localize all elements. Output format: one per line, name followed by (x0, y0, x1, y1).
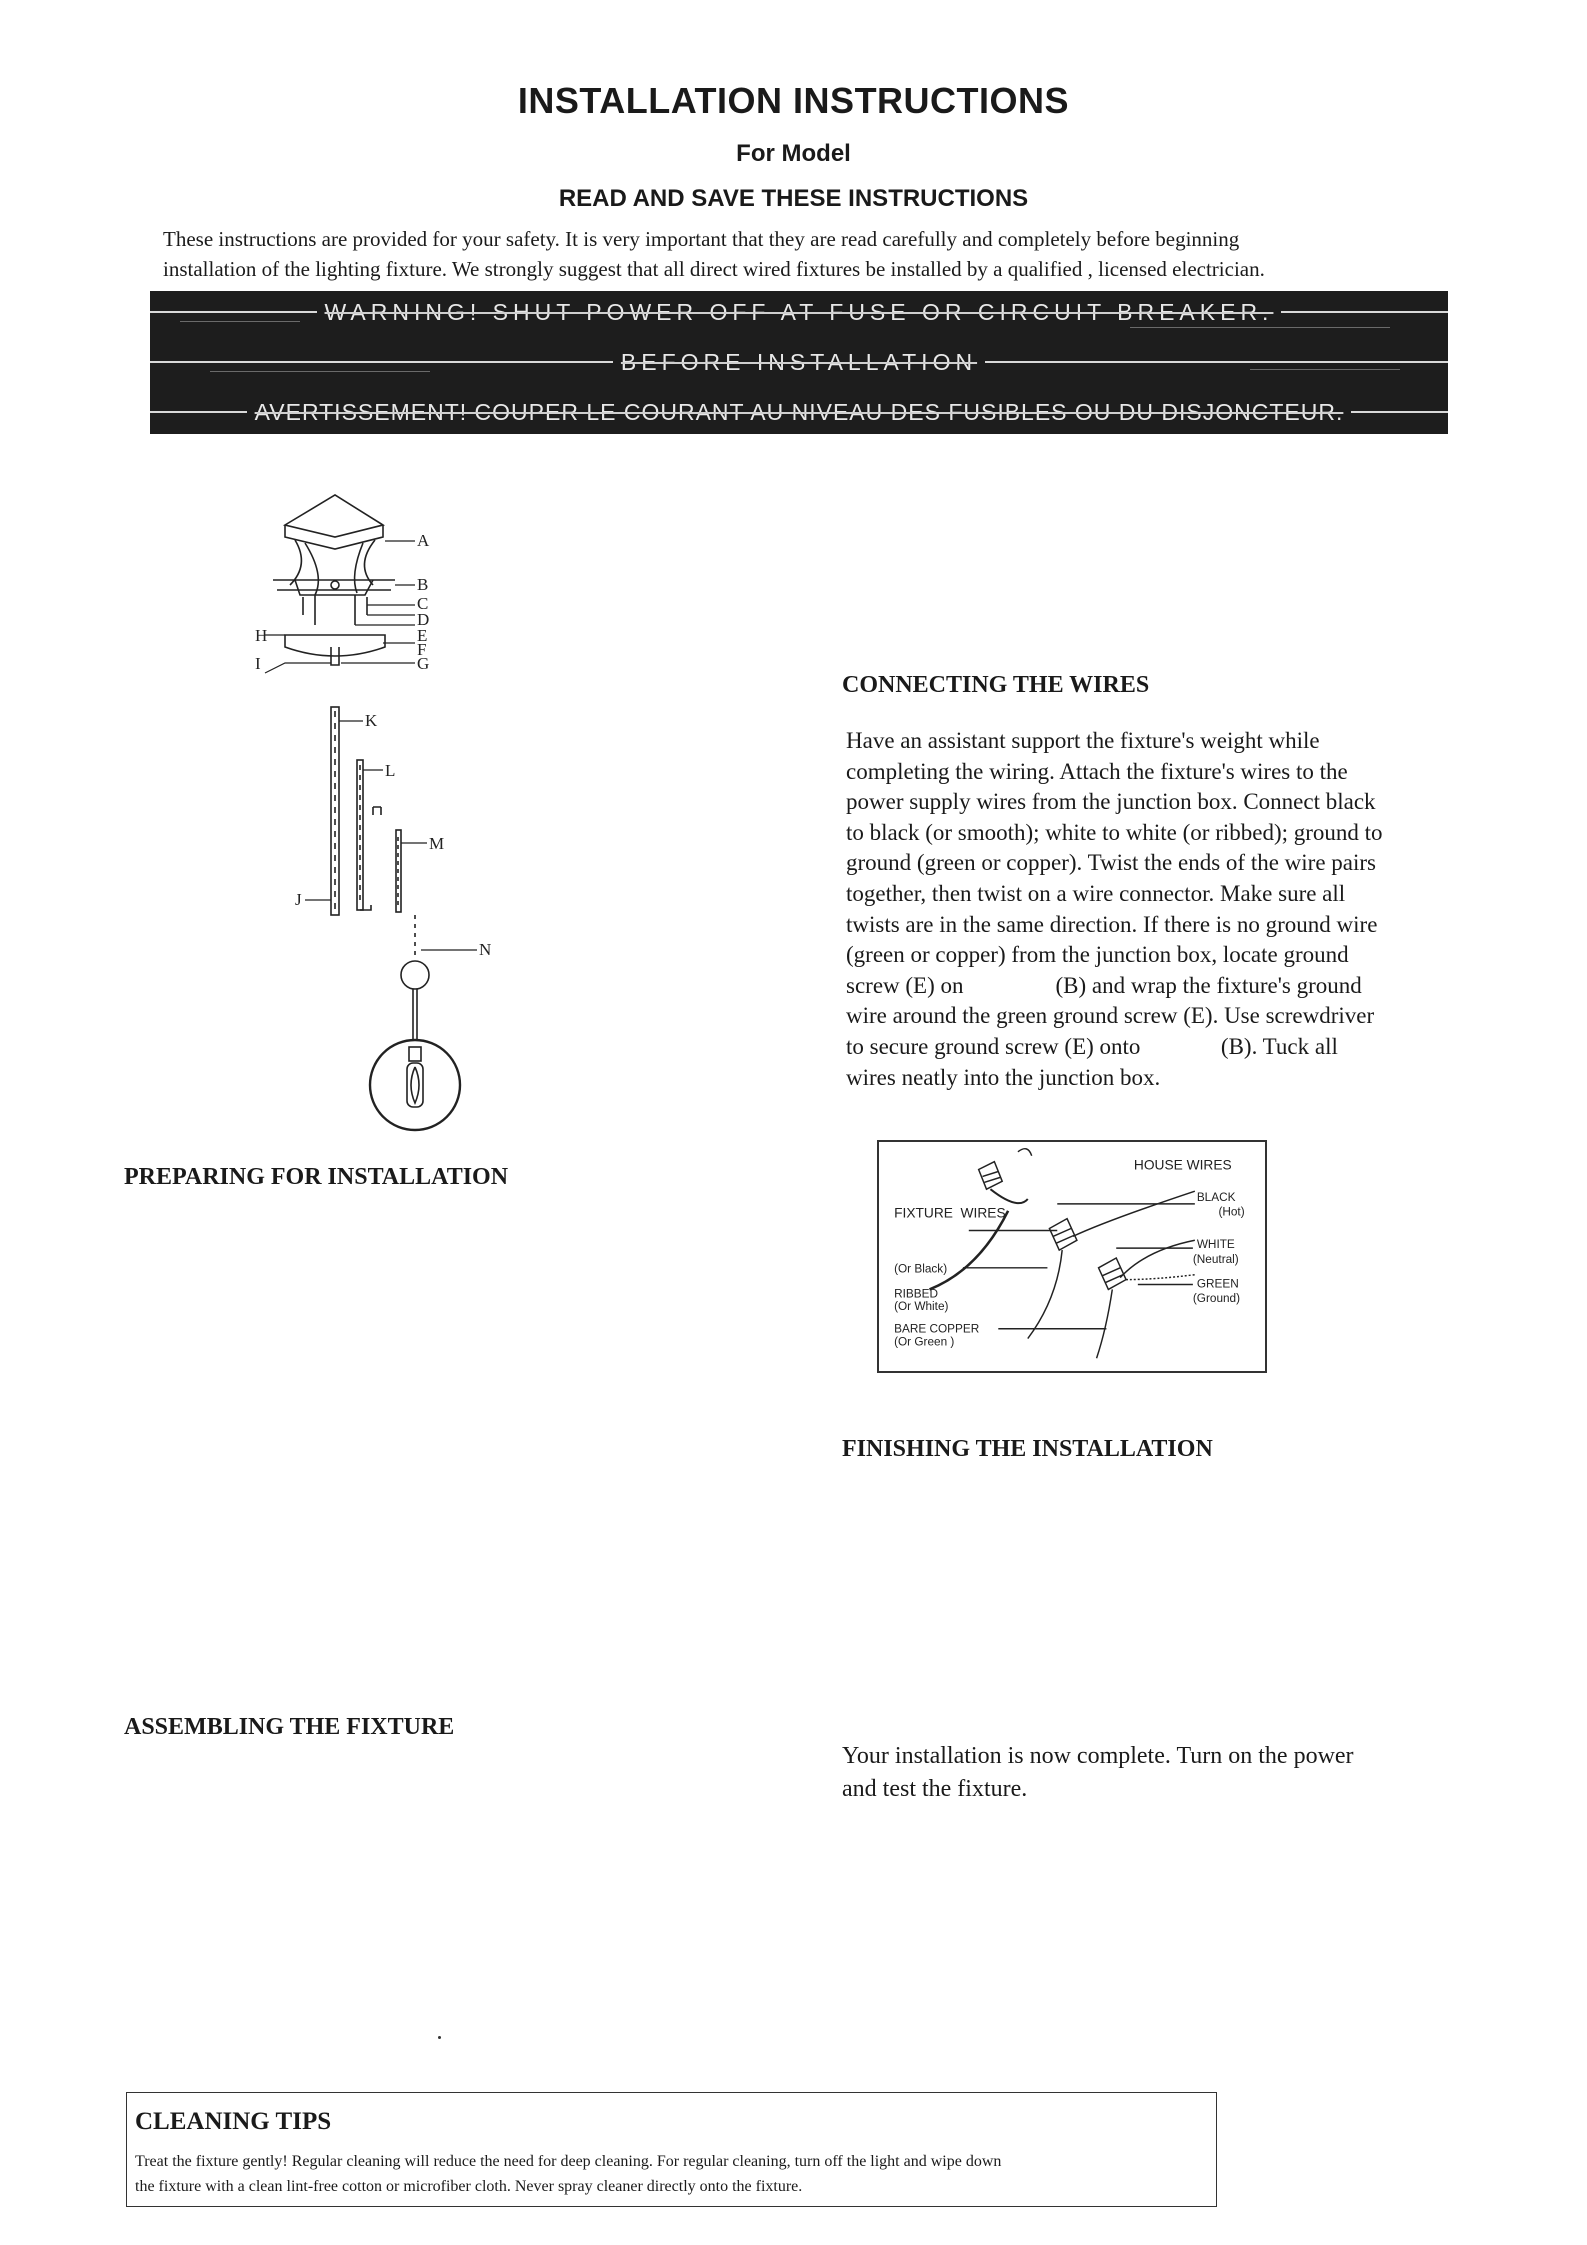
ground-label: (Ground) (1192, 1292, 1241, 1306)
paragraph-line: to black (or smooth); white to white (or ribbed); ground to (846, 819, 1383, 845)
paragraph-line: the fixture with a clean lint-free cotton or microfiber cloth. Never spray cleaner directly onto the fixture. (135, 2178, 803, 2195)
paragraph-line: completing the wiring. Attach the fixture's wires to the (846, 758, 1348, 784)
diagram-label-i: I (255, 654, 261, 673)
diagram-label-c: C (417, 594, 429, 613)
stray-mark (438, 2036, 441, 2039)
diagram-label-l: L (385, 761, 396, 780)
black-label: BLACK (1196, 1190, 1236, 1204)
paragraph-line: and test the fixture. (842, 1776, 1028, 1802)
neutral-label: (Neutral) (1192, 1252, 1239, 1266)
paragraph-line: Your installation is now complete. Turn on the power (842, 1743, 1354, 1769)
or-white-label: (Or White) (894, 1300, 949, 1314)
intro-paragraph (163, 224, 1463, 284)
paragraph-line: ground (green or copper). Twist the ends of the wire pairs (846, 850, 1376, 876)
hot-label: (Hot) (1218, 1205, 1245, 1219)
assembling-fixture-heading: ASSEMBLING THE FIXTURE (124, 1714, 455, 1740)
diagram-label-n: N (479, 940, 492, 959)
fixture-wires-label: FIXTURE WIRES (894, 1205, 1006, 1221)
warning-line-before-installation: BEFORE INSTALLATION (613, 349, 985, 375)
warning-line-french: AVERTISSEMENT! COUPER LE COURANT AU NIVEAU DES FUSIBLES OU DU DISJONCTEUR. (247, 399, 1352, 425)
paragraph-line: Treat the fixture gently! Regular cleaning will reduce the need for deep cleaning. For regular cleaning, turn off the light and wipe down (135, 2153, 1002, 2170)
warning-banner (150, 291, 1448, 434)
house-wires-label: HOUSE WIRES (1133, 1157, 1232, 1173)
paragraph-line: power supply wires from the junction box. Connect black (846, 789, 1376, 815)
connecting-wires-paragraph (846, 726, 1486, 1093)
cleaning-tips-title: CLEANING TIPS (135, 2108, 332, 2135)
paragraph-line: to secure ground screw (E) onto (B). Tuck all (846, 1033, 1338, 1059)
diagram-label-d: D (417, 610, 430, 629)
intro-line: installation of the lighting fixture. We strongly suggest that all direct wired fixtures be installed by a qualified , licensed electrician. (163, 257, 1265, 281)
preparing-installation-heading: PREPARING FOR INSTALLATION (124, 1164, 509, 1190)
diagram-label-k: K (365, 711, 378, 730)
paragraph-line: wire around the green ground screw (E). Use screwdriver (846, 1003, 1375, 1029)
ribbed-label: RIBBED (894, 1287, 938, 1301)
paragraph-line: screw (E) on (B) and wrap the fixture's ground (846, 972, 1362, 998)
installation-complete-text (842, 1740, 1492, 1806)
white-label: WHITE (1196, 1238, 1235, 1252)
diagram-label-a: A (417, 531, 430, 550)
diagram-label-b: B (417, 575, 429, 594)
or-black-label: (Or Black) (894, 1262, 948, 1276)
page-title: INSTALLATION INSTRUCTIONS (517, 80, 1070, 121)
paragraph-line: Have an assistant support the fixture's weight while (846, 728, 1320, 753)
diagram-label-j: J (295, 890, 302, 909)
read-save-subtitle: READ AND SAVE THESE INSTRUCTIONS (558, 185, 1029, 212)
connecting-wires-heading: CONNECTING THE WIRES (842, 672, 1150, 698)
diagram-label-g: G (417, 654, 430, 673)
bare-copper-label: BARE COPPER (894, 1322, 980, 1336)
green-label: GREEN (1196, 1277, 1239, 1291)
cleaning-tips-box (126, 2092, 1217, 2207)
diagram-label-m: M (429, 834, 445, 853)
warning-line-english: WARNING! SHUT POWER OFF AT FUSE OR CIRCUIT BREAKER. (317, 299, 1282, 325)
or-green-label: (Or Green ) (894, 1335, 955, 1349)
cleaning-tips-text (135, 2149, 1205, 2199)
paragraph-line: together, then twist on a wire connector. Make sure all (846, 880, 1346, 906)
finishing-installation-heading: FINISHING THE INSTALLATION (842, 1436, 1213, 1462)
diagram-label-e: E (417, 626, 428, 645)
diagram-label-h: H (255, 626, 268, 645)
model-label: For Model (736, 140, 851, 167)
paragraph-line: wires neatly into the junction box. (846, 1064, 1161, 1090)
paragraph-line: twists are in the same direction. If there is no ground wire (846, 911, 1378, 937)
diagram-label-f: F (417, 640, 427, 659)
paragraph-line: (green or copper) from the junction box, locate ground (846, 942, 1349, 968)
wire-connection-diagram (877, 1140, 1267, 1373)
fixture-parts-diagram (255, 485, 520, 1135)
intro-line: These instructions are provided for your safety. It is very important that they are read carefully and completely before beginning (163, 227, 1240, 251)
